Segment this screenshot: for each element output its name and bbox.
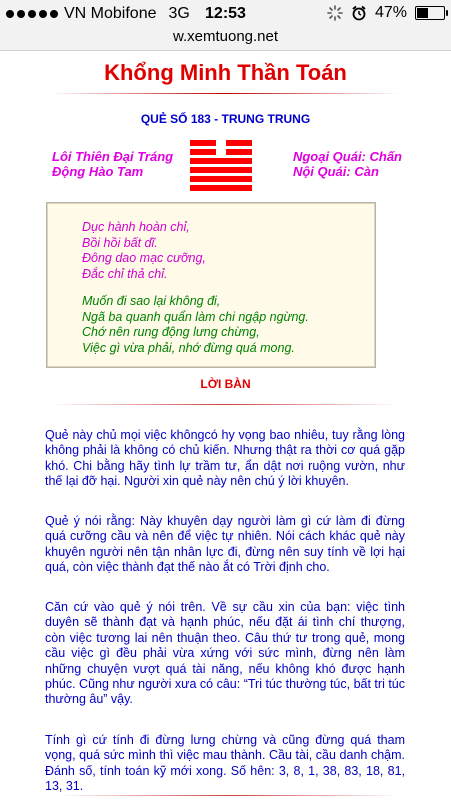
hexagram-broken-line-segment — [190, 149, 216, 155]
verse-line: Đông dao mạc cưỡng, — [82, 251, 206, 265]
hexagram-solid-line — [190, 167, 252, 173]
hexagram-heading: QUẺ SỐ 183 - TRUNG TRUNG — [140, 112, 311, 126]
hexagram-broken-line-segment — [226, 149, 252, 155]
hexagram-info — [52, 147, 402, 183]
alarm-clock-icon — [351, 5, 367, 21]
verse-line: Ngã ba quanh quẩn làm chi ngập ngừng. — [82, 309, 309, 324]
clock: 12:53 — [205, 5, 246, 22]
verse-line: Đắc chỉ thả chỉ. — [82, 266, 168, 281]
verse-line: Chớ nên rung động lưng chừng, — [82, 325, 260, 339]
carrier-name: VN Mobifone — [64, 5, 157, 22]
hexagram-right-labels — [293, 149, 402, 179]
status-bar — [0, 0, 451, 28]
url-text: w.xemtuong.net — [172, 28, 279, 45]
verse-line: Việc gì vừa phải, nhớ đừng quá mong. — [82, 340, 295, 355]
hexagram-solid-line — [190, 158, 252, 164]
network-type: 3G — [168, 5, 190, 22]
hexagram-broken-line-segment — [226, 140, 252, 146]
title-divider — [50, 93, 400, 94]
hexagram-solid-line — [190, 185, 252, 191]
commentary-heading: LỜI BÀN — [200, 377, 251, 391]
moving-line: Động Hào Tam — [52, 164, 144, 179]
status-right — [327, 4, 445, 22]
commentary-divider — [50, 404, 400, 405]
battery-fill — [417, 8, 428, 18]
hexagram-broken-line-segment — [190, 140, 216, 146]
commentary-paragraph-4: Tính gì cứ tính đi đừng lưng chừng và cũng đừng quá tham vọng, quá sức mình thì việc mau thành. Cầu tài, cầu danh chậm. Đánh số, tính toán kỹ mới xong. Số hên: 3, 8, 1, 38, 83, 18, 81, 13, 31. — [45, 733, 405, 794]
sync-activity-icon — [327, 5, 343, 21]
inner-trigram: Nội Quái: Càn — [292, 164, 379, 179]
bottom-divider — [60, 795, 400, 796]
chinese-verse — [82, 220, 206, 282]
address-bar[interactable] — [0, 28, 451, 51]
outer-trigram: Ngoại Quái: Chấn — [292, 149, 402, 164]
hexagram-left-labels — [52, 149, 173, 179]
commentary-paragraph-1: Quẻ này chủ mọi việc khôngcó hy vọng bao nhiêu, tuy rằng lòng không phải là không có chủ kiến. Nhưng thật ra thời cơ quá gặp khó. Chi bằng hãy tình lự trầm tư, ẩn dật nơi ruộng vườn, như thế lại đỡ hại. Người xin quẻ này nên chú ý lời khuyên. — [45, 428, 405, 489]
verse-line: Dục hành hoàn chỉ, — [82, 220, 190, 234]
hexagram-solid-line — [190, 176, 252, 182]
hexagram-name: Lôi Thiên Đại Tráng — [52, 149, 174, 164]
commentary-paragraph-2: Quẻ ý nói rằng: Này khuyên dạy người làm gì cứ làm đi đừng quá cưỡng cầu và nên để việc tự nhiên. Nói cách khác quẻ này khuyên người nên tận nhân lực đi, đừng nên suy tính về lợi hại quá, còn việc thành đạt thế nào ắt có Trời định cho. — [45, 514, 405, 575]
page-title: Khổng Minh Thần Toán — [104, 60, 347, 85]
verse-line: Muốn đi sao lại không đi, — [82, 294, 221, 308]
battery-percent: 47% — [374, 4, 407, 21]
vietnamese-verse — [82, 294, 309, 356]
commentary-paragraph-3: Căn cứ vào quẻ ý nói trên. Về sự cầu xin của bạn: việc tình duyên sẽ thành đạt và hạnh phúc, nếu đặt ái tình chí thượng, còn việc tương lai nên thuận theo. Câu thứ tư trong quẻ, mong cầu việc gì đều phải vừa xứng với sức mình, đừng nên làm những chuyện vượt quá tài năng, nếu không khó được hạnh phúc. Cũng như người xưa có câu: “Tri túc thường túc, bất tri túc thường âu” vậy. — [45, 600, 405, 707]
verse-box — [46, 202, 376, 368]
verse-line: Bồi hồi bất dĩ. — [82, 235, 158, 250]
battery-icon — [415, 6, 445, 20]
hexagram-symbol — [190, 138, 252, 194]
